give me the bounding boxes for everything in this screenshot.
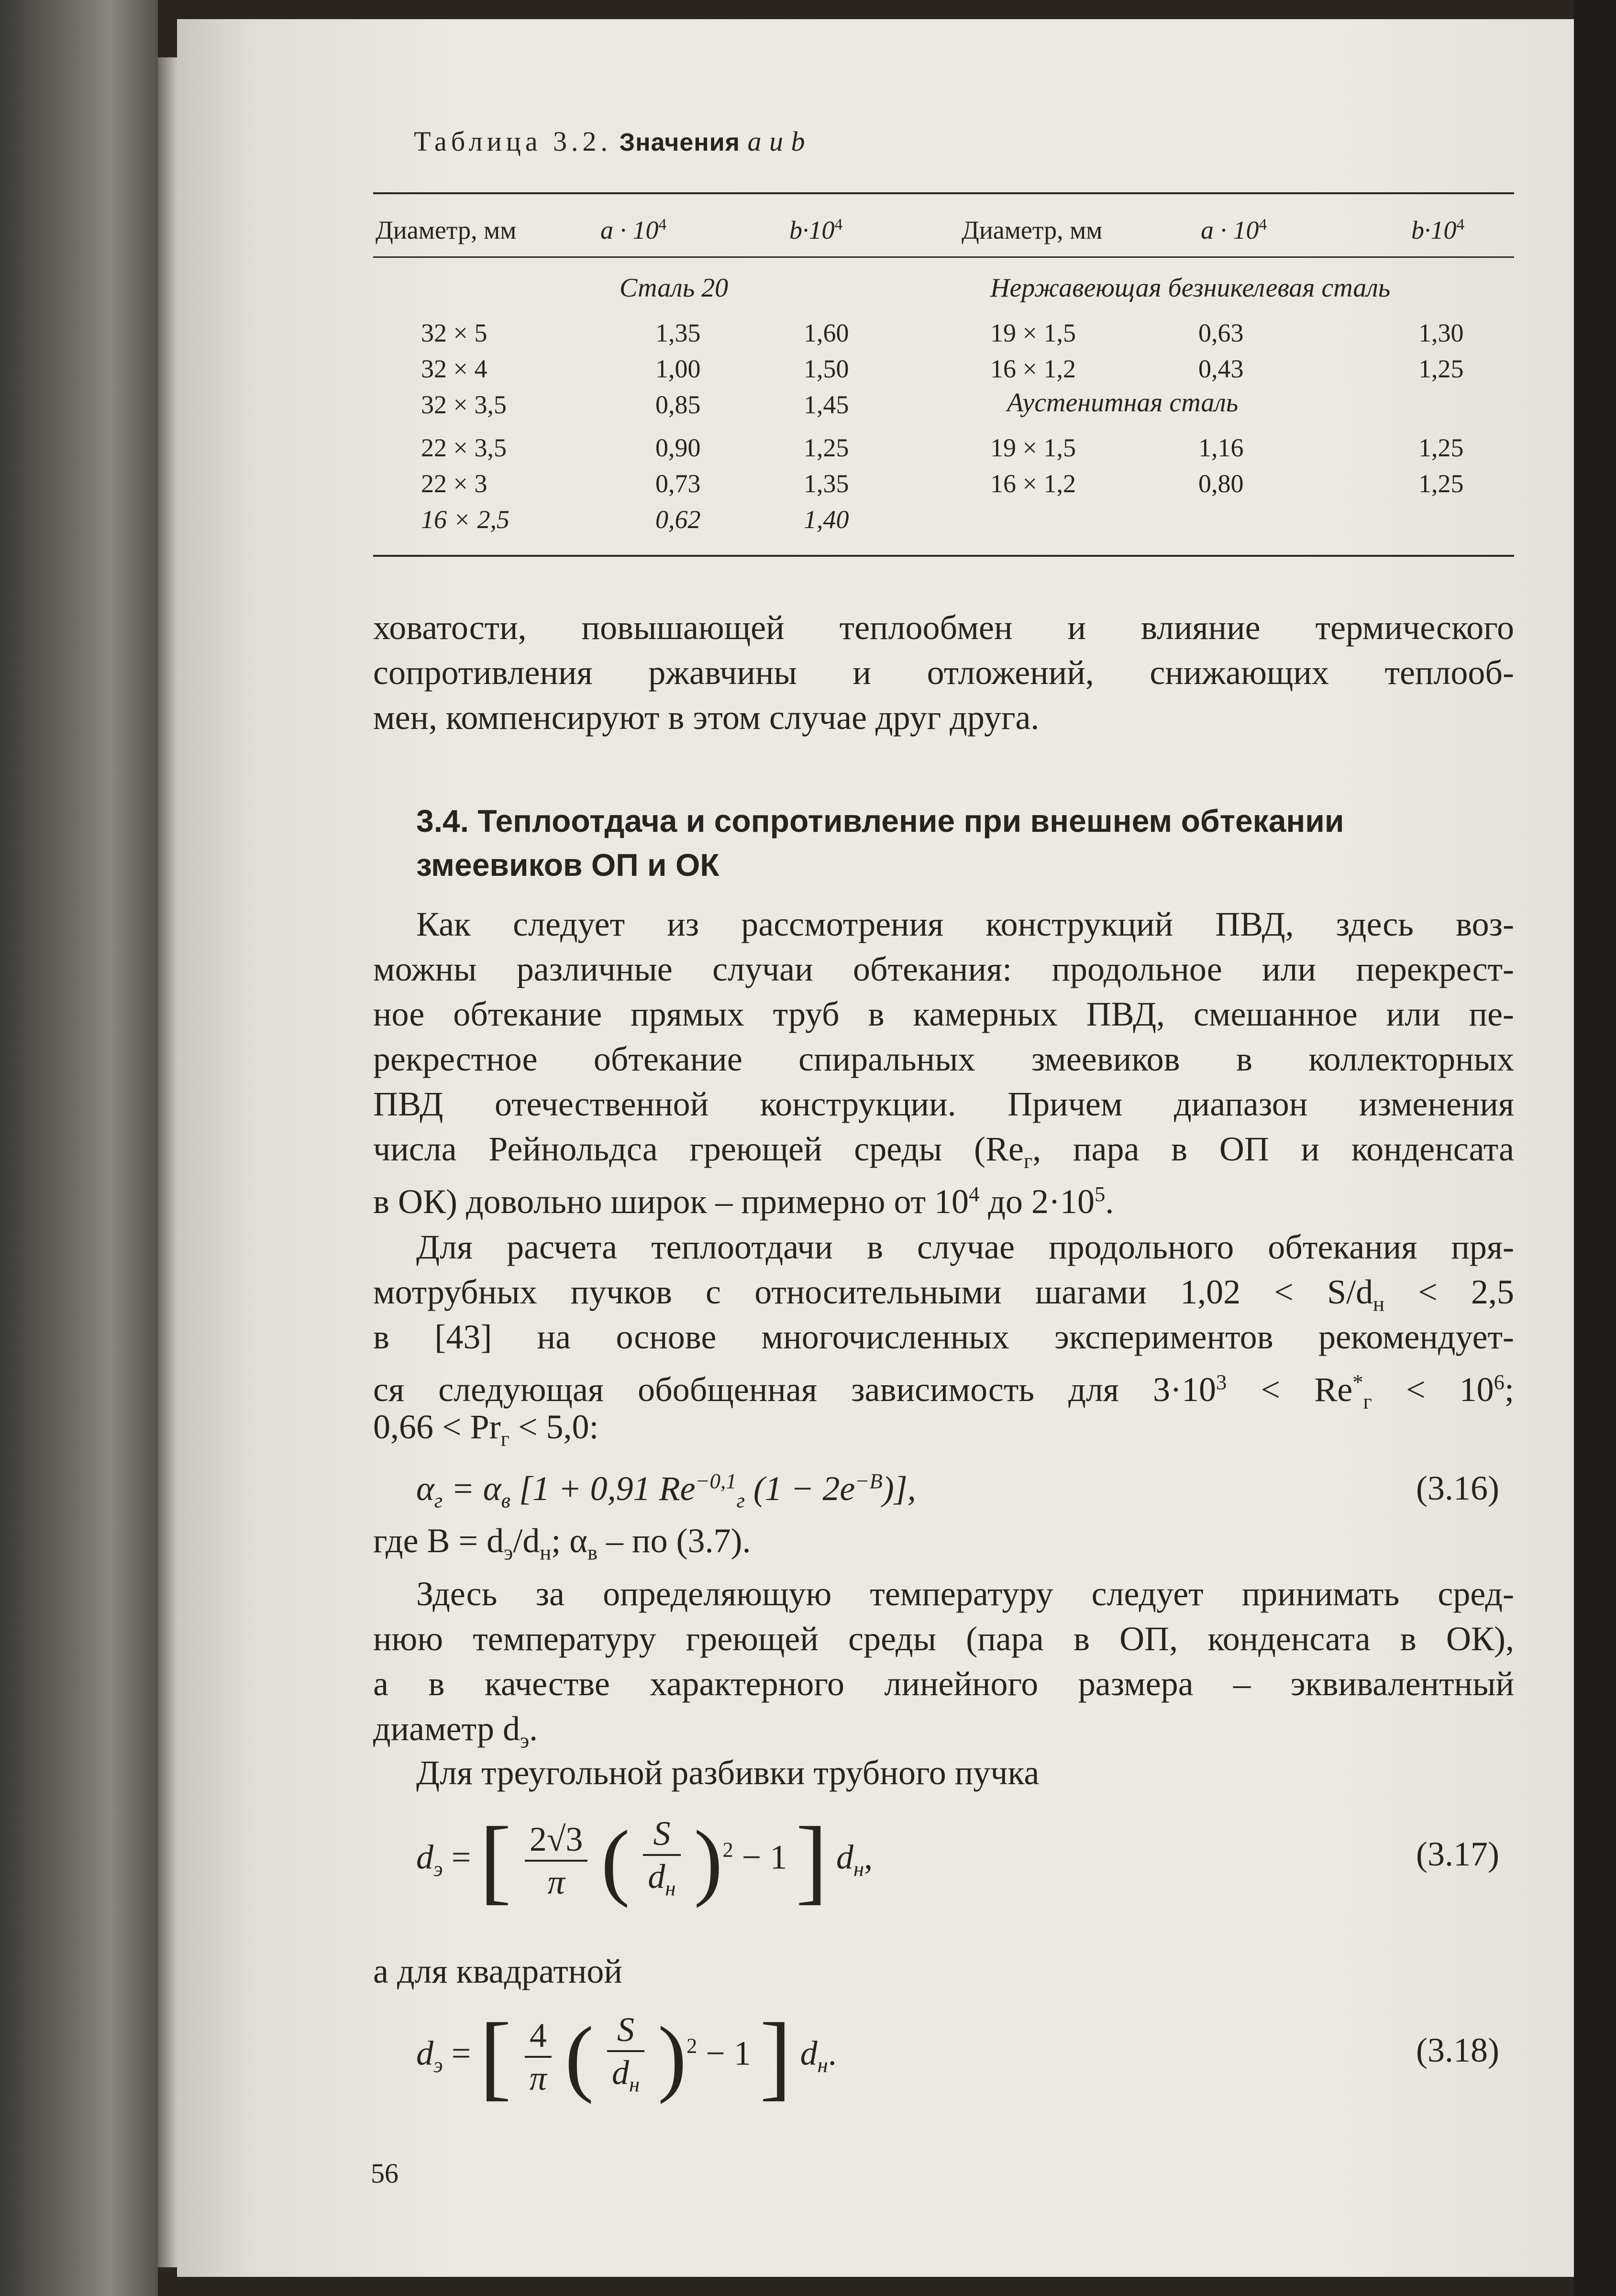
background-left — [0, 0, 158, 2296]
table-cell: 0,85 — [655, 390, 701, 419]
table-cell: 1,25 — [1418, 354, 1464, 383]
table-cell: 0,63 — [1198, 319, 1244, 347]
header-diameter-right: Диаметр, мм — [962, 216, 1103, 244]
paragraph-line: $0,66 < Pr_г < 5,0$: — [373, 1408, 599, 1451]
group-steel20: Сталь 20 — [620, 273, 729, 303]
paragraph-line: в ОК) довольно широк – примерно от $10^4$ до $2\cdot 10^5$. — [373, 1182, 1114, 1221]
table-cell: 16 × 2,5 — [421, 505, 509, 534]
paragraph-line: а для квадратной — [373, 1952, 622, 1990]
paragraph-line: ся следующая обобщенная зависимость для $3\cdot 10^3 < Re^*_г < 10^6$; — [373, 1370, 1514, 1413]
table-cell: 1,25 — [1418, 469, 1464, 498]
equation-number: (3.17) — [1416, 1835, 1499, 1873]
table-cell: 1,25 — [1418, 433, 1464, 462]
paragraph-line: а в качестве характерного линейного размера – эквивалентный — [373, 1665, 1514, 1703]
table-top-rule — [373, 192, 1514, 194]
paragraph-line: рекрестное обтекание спиральных змеевиков в коллекторных — [373, 1040, 1514, 1078]
group-stainless: Нержавеющая безникелевая сталь — [990, 273, 1391, 303]
table-caption: Таблица 3.2. Значения a и b — [414, 126, 806, 157]
table-cell: 1,50 — [804, 354, 849, 383]
paragraph-line: числа Рейнольдса греющей среды ($Re_г$, пара в ОП и конденсата — [373, 1130, 1515, 1173]
paragraph-line: нюю температуру греющей среды (пара в ОП, конденсата в ОК), — [373, 1620, 1514, 1658]
table-cell: 1,00 — [655, 354, 701, 383]
table-cell: 32 × 5 — [421, 319, 487, 347]
table-header-rule — [373, 256, 1514, 258]
table-cell: 22 × 3,5 — [421, 433, 507, 462]
equation-number: (3.18) — [1416, 2031, 1499, 2069]
table-cell: 1,35 — [655, 319, 701, 347]
equation-3-17: $d_э$ = [ $\frac{2√3}{\pi}$ ( $\frac{S}{d_н}$ )$^2$ − 1 ] $d_н$, — [416, 1808, 873, 1914]
table-cell: 19 × 1,5 — [990, 319, 1076, 347]
paragraph-line: ПВД отечественной конструкции. Причем диапазон изменения — [373, 1085, 1514, 1123]
where-line: где $B = d_э/d_н$; $\alpha_в$ – по (3.7). — [373, 1522, 751, 1565]
paragraph-line: диаметр $d_э$. — [373, 1710, 538, 1753]
paragraph-line: Как следует из рассмотрения конструкций ПВД, здесь воз- — [416, 905, 1514, 943]
table-cell: 1,40 — [804, 505, 849, 534]
paragraph-line: Здесь за определяющую температуру следует принимать сред- — [416, 1575, 1514, 1613]
table-cell: 0,43 — [1198, 354, 1244, 383]
table-bottom-rule — [373, 555, 1514, 557]
paragraph-line: Для треугольной разбивки трубного пучка — [416, 1754, 1040, 1792]
table-cell: 16 × 1,2 — [990, 354, 1076, 383]
paragraph-line: мотрубных пучков с относительными шагами $1,02 < S/d_н < 2,5$ — [373, 1273, 1515, 1316]
paragraph-line: в [43] на основе многочисленных экспериментов рекомендует- — [373, 1318, 1514, 1356]
table-cell: 1,25 — [804, 433, 849, 462]
table-cell: 19 × 1,5 — [990, 433, 1076, 462]
table-cell: 1,30 — [1418, 319, 1464, 347]
table-cell: 1,60 — [804, 319, 849, 347]
table-cell: 32 × 3,5 — [421, 390, 507, 419]
paragraph-line: сопротивления ржавчины и отложений, снижающих теплооб- — [373, 653, 1514, 692]
table-cell: 0,62 — [655, 505, 701, 534]
page-number: 56 — [371, 2158, 398, 2189]
table-cell: 0,73 — [655, 469, 701, 498]
section-title-line2: змеевиков ОП и ОК — [416, 847, 719, 883]
header-a-left: $a \cdot 10^4$ — [600, 216, 667, 244]
paragraph-line: Для расчета теплоотдачи в случае продольного обтекания пря- — [416, 1228, 1514, 1266]
table-cell: 16 × 1,2 — [990, 469, 1076, 498]
table-cell: 1,35 — [804, 469, 849, 498]
header-b-left: $b\cdot 10^4$ — [789, 216, 843, 244]
equation-3-16: $\alpha_г = \alpha_в$ [1 + 0,91 $Re^{-0,1}_г$ $(1 - 2e^{-B})$], — [416, 1469, 916, 1512]
background-right — [1574, 0, 1616, 2296]
section-title-line1: 3.4. Теплоотдача и сопротивление при внешнем обтекании — [416, 803, 1344, 839]
equation-number: (3.16) — [1416, 1469, 1499, 1507]
header-b-right: $b\cdot 10^4$ — [1411, 216, 1465, 244]
header-a-right: $a \cdot 10^4$ — [1201, 216, 1267, 244]
table-cell: 0,90 — [655, 433, 701, 462]
paragraph-line: ховатости, повышающей теплообмен и влияние термического — [373, 608, 1514, 647]
table-cell: 1,45 — [804, 390, 849, 419]
table-cell: 32 × 4 — [421, 354, 487, 383]
paragraph-line: ное обтекание прямых труб в камерных ПВД, смешанное или пе- — [373, 995, 1514, 1033]
group-austenitic: Аустенитная сталь — [1007, 388, 1239, 418]
page-edge — [158, 57, 177, 2267]
table-cell: 1,16 — [1198, 433, 1244, 462]
paragraph-line: можны различные случаи обтекания: продольное или перекрест- — [373, 950, 1514, 988]
table-cell: 0,80 — [1198, 469, 1244, 498]
table-cell: 22 × 3 — [421, 469, 487, 498]
paragraph-line: мен, компенсируют в этом случае друг друга. — [373, 698, 1040, 737]
equation-3-18: $d_э$ = [ $\frac{4}{\pi}$ ( $\frac{S}{d_н}$ )$^2$ − 1 ] $d_н$. — [416, 2004, 837, 2110]
header-diameter-left: Диаметр, мм — [376, 216, 517, 244]
